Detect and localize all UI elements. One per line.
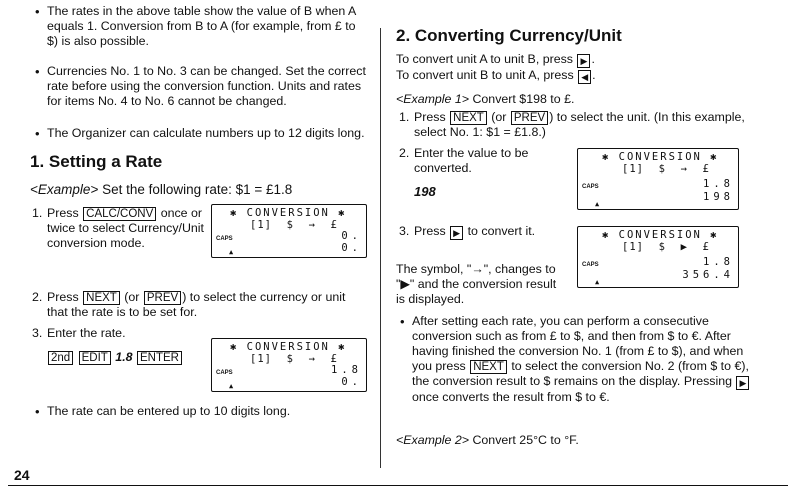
example-1-line: <Example 1> Convert $198 to £. bbox=[396, 92, 575, 106]
example-label: <Example> bbox=[30, 182, 99, 197]
lcd-screen-1: ✱ CONVERSION ✱ [1] $ → £ CAPS 0. 0. ▲ bbox=[211, 204, 367, 258]
bullet-rate-digits: • The rate can be entered up to 10 digits long. bbox=[47, 404, 367, 419]
prev-key: PREV bbox=[144, 291, 181, 305]
lcd-screen-3: ✱ CONVERSION ✱ [1] $ → £ CAPS 1.8 198 ▲ bbox=[577, 148, 739, 210]
bottom-rule bbox=[8, 485, 788, 486]
bullet-consecutive-conversion: • After setting each rate, you can perform a consecutive conversion such as from £ to $, and then from $ to €. After having finished the conversion No. 1 (from £ to $), and when you press NEXT to select the conversion No. 2 (from $ to €), the conversion result to $ remains on the display. Pressing ▶ once converts the result from $ to €. bbox=[412, 314, 762, 405]
next-key: NEXT bbox=[470, 360, 507, 374]
2nd-key: 2nd bbox=[48, 351, 73, 365]
next-key: NEXT bbox=[83, 291, 120, 305]
example-line bbox=[30, 182, 292, 197]
right-arrow-key-icon: ▶ bbox=[450, 226, 463, 240]
section-title-setting-rate: 1. Setting a Rate bbox=[30, 152, 163, 171]
edit-key: EDIT bbox=[79, 351, 111, 365]
prev-key: PREV bbox=[511, 111, 548, 125]
section-title-converting: 2. Converting Currency/Unit bbox=[396, 26, 622, 45]
symbol-explanation: The symbol, "→", changes to "▶" and the conversion result is displayed. bbox=[396, 262, 557, 306]
input-value-198: 198 bbox=[414, 184, 436, 199]
left-step-1: 1. Press CALC/CONV once or twice to select Currency/Unit conversion mode. bbox=[32, 206, 205, 250]
right-step-1: 1. Press NEXT (or PREV ) to select the unit. (In this example, select No. 1: $1 = £1.8.) bbox=[399, 110, 745, 139]
enter-key: ENTER bbox=[137, 351, 182, 365]
right-arrow-key-icon: ▶ bbox=[736, 376, 749, 390]
convert-a-to-b: To convert unit A to unit B, press ▶ . bbox=[396, 52, 595, 66]
right-step-2: 2. Enter the value to be converted. bbox=[399, 146, 529, 175]
bullet-currencies-changeable: • Currencies No. 1 to No. 3 can be changed. Set the correct rate before using the conversion function. Units and rates for items No. 4 to No. 6 cannot be changed. bbox=[47, 64, 367, 109]
example-2-line: <Example 2> Convert 25°C to °F. bbox=[396, 433, 579, 447]
column-divider bbox=[380, 28, 381, 468]
lcd-cursor-icon: ▲ bbox=[595, 200, 600, 208]
left-arrow-key-icon: ◀ bbox=[578, 70, 591, 84]
lcd-cursor-icon: ▲ bbox=[229, 248, 234, 256]
left-step-2: 2. Press NEXT (or PREV ) to select the currency or unit that the rate is to be set for. bbox=[32, 290, 346, 319]
page-number: 24 bbox=[14, 467, 30, 483]
example-text: Set the following rate: $1 = £1.8 bbox=[102, 182, 293, 197]
lcd-cursor-icon: ▲ bbox=[229, 382, 234, 390]
next-key: NEXT bbox=[450, 111, 487, 125]
convert-b-to-a: To convert unit B to unit A, press ◀ . bbox=[396, 68, 596, 82]
bullet-rates-table: • The rates in the above table show the value of B when A equals 1. Conversion from B to A (for example, from £ to $) is also possible. bbox=[47, 4, 367, 49]
rate-keystrokes bbox=[47, 350, 183, 365]
calc-conv-key: CALC/CONV bbox=[83, 207, 156, 221]
rate-value: 1.8 bbox=[115, 350, 133, 364]
lcd-screen-2: ✱ CONVERSION ✱ [1] $ → £ CAPS 1.8 0. ▲ bbox=[211, 338, 367, 392]
lcd-screen-4: ✱ CONVERSION ✱ [1] $ ▶ £ CAPS 1.8 356.4 ▲ bbox=[577, 226, 739, 288]
right-step-3: 3. Press ▶ to convert it. bbox=[399, 224, 536, 238]
right-arrow-key-icon: ▶ bbox=[577, 54, 590, 68]
lcd-cursor-icon: ▲ bbox=[595, 278, 600, 286]
left-step-3: 3. Enter the rate. bbox=[32, 326, 126, 340]
bullet-digit-limit: • The Organizer can calculate numbers up to 12 digits long. bbox=[47, 126, 367, 141]
